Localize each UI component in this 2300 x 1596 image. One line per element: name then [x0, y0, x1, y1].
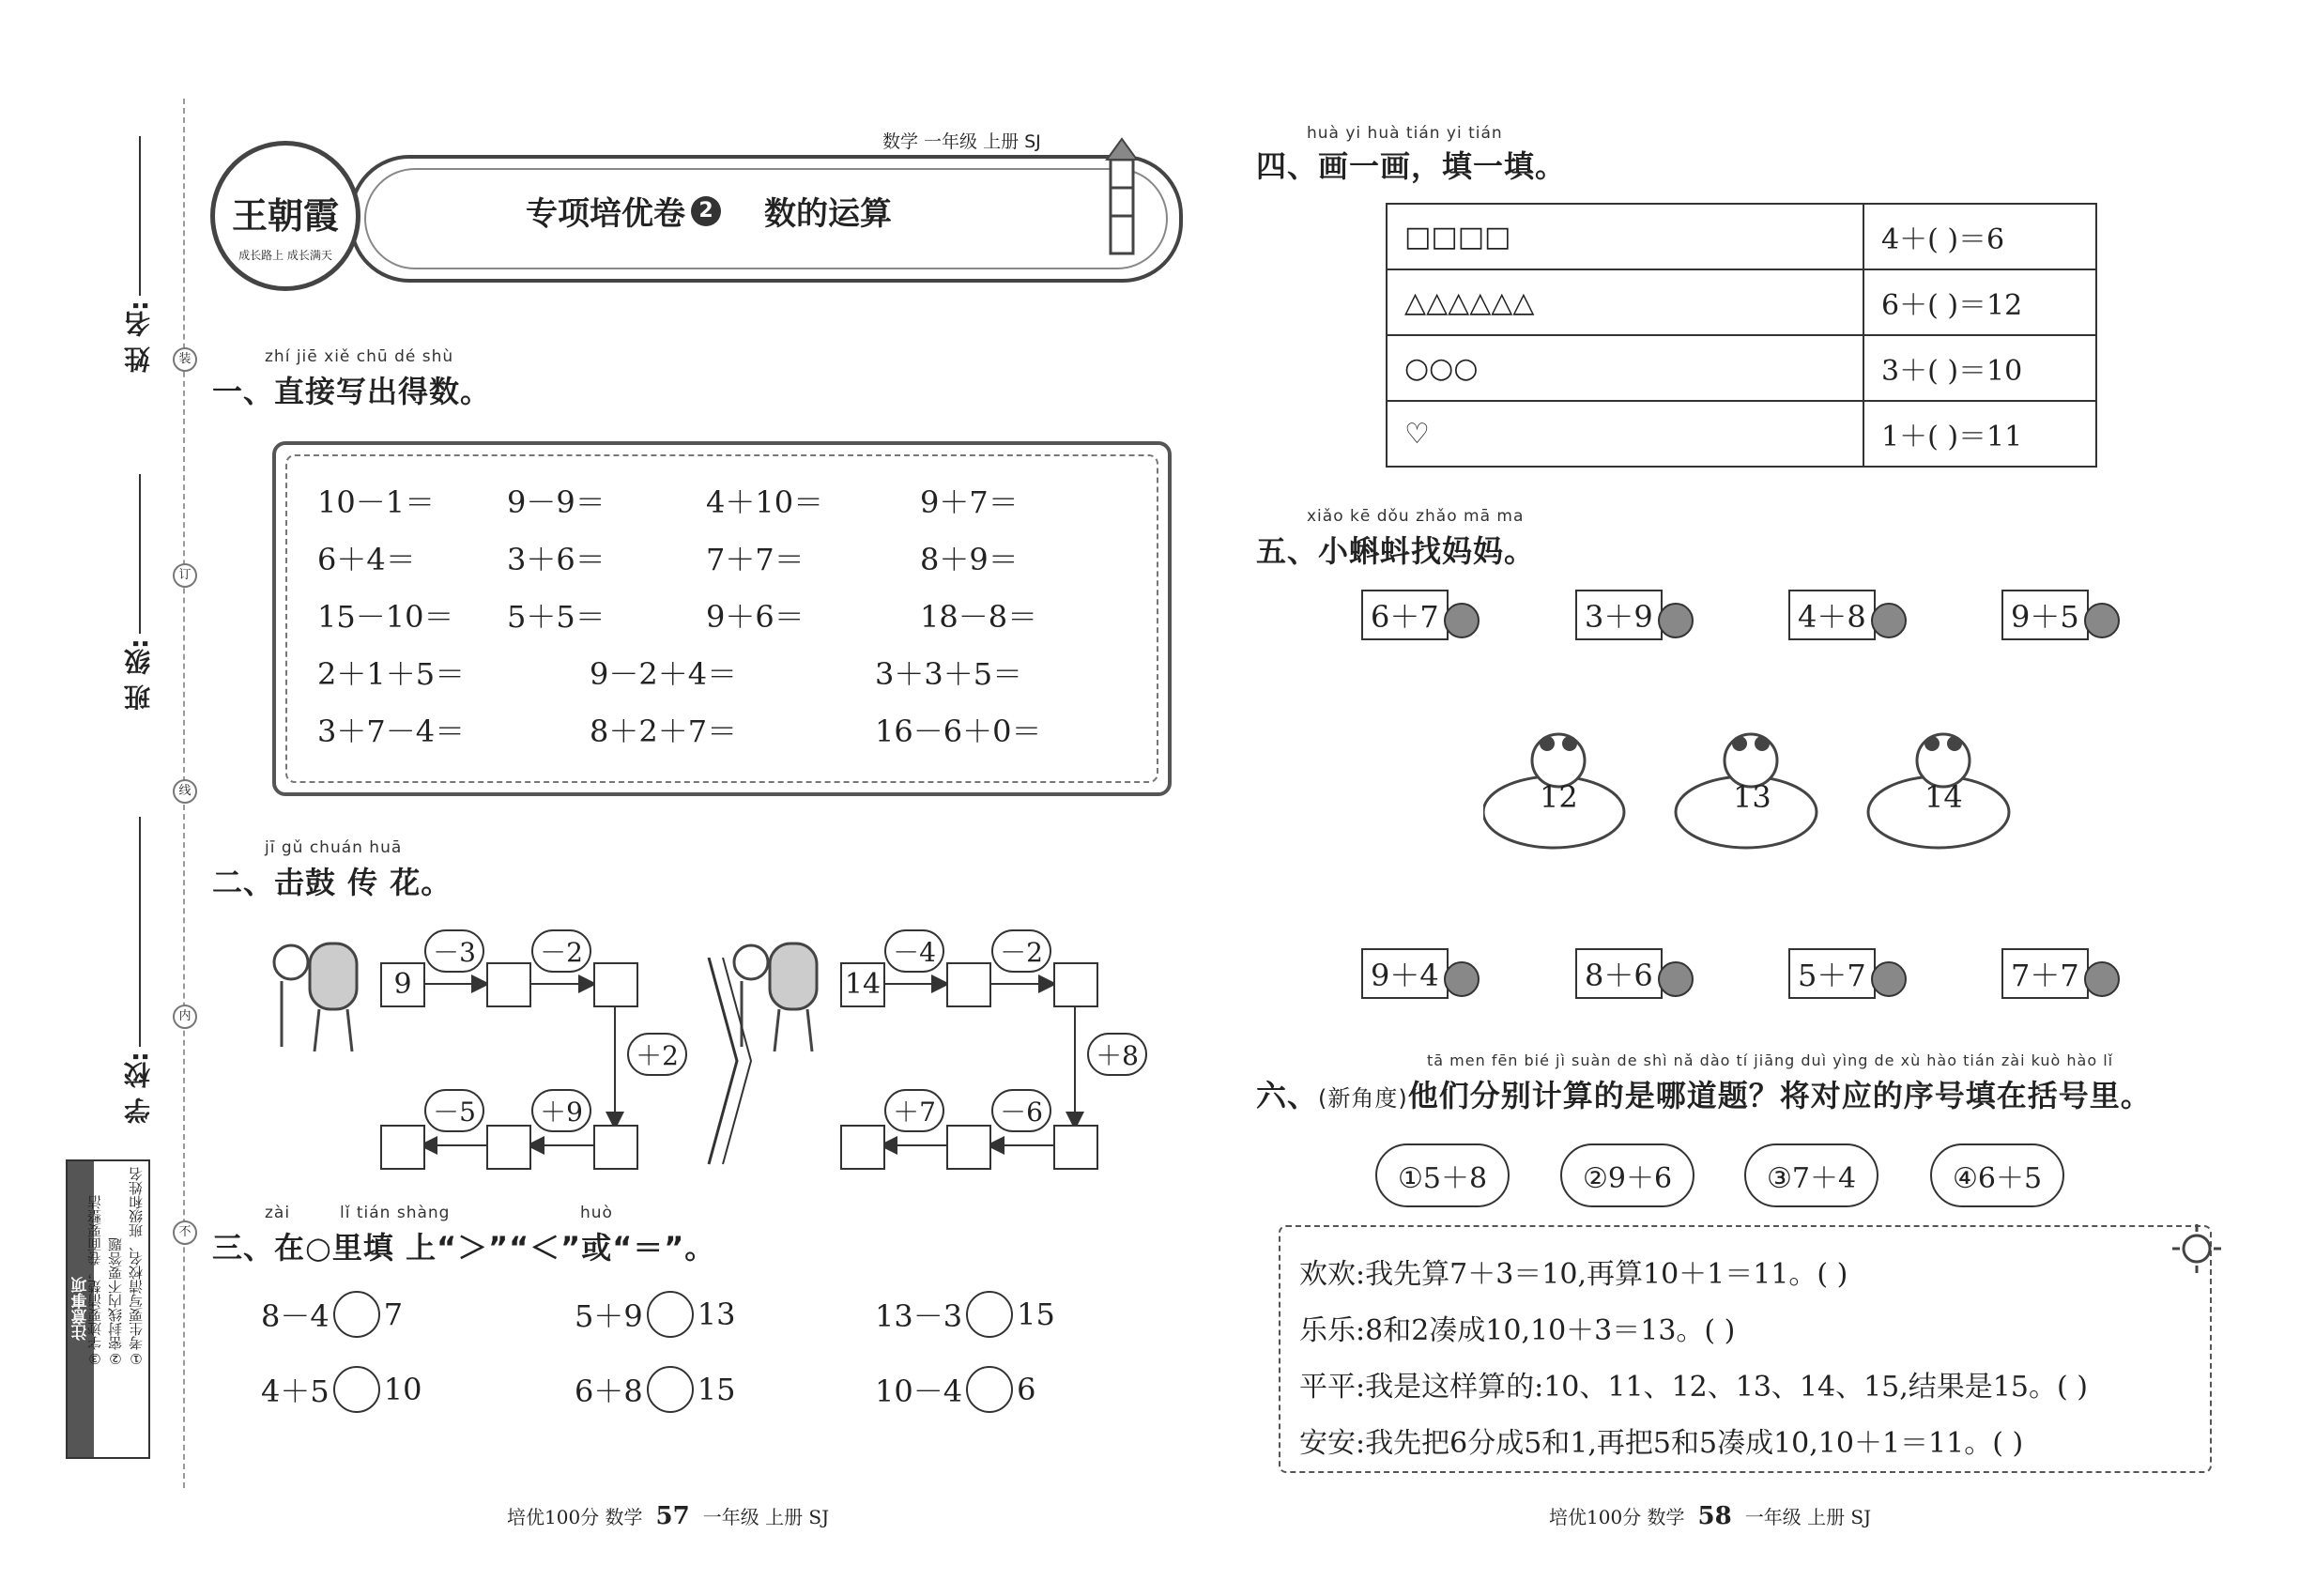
section3-pinyin: zài	[265, 1204, 291, 1222]
section3-title: 三、在○里填 上“＞”“＜”或“＝”。	[212, 1230, 716, 1266]
lighthouse-icon	[1084, 131, 1159, 263]
compare-circle[interactable]	[333, 1366, 380, 1413]
operation-cloud: －3	[424, 929, 484, 973]
notes-line: ①考生要写清校名、班级和姓名	[128, 1167, 145, 1367]
option-bubble: ④6＋5	[1930, 1143, 2064, 1207]
option-bubble: ①5＋8	[1375, 1143, 1510, 1207]
tadpole-icon	[1871, 961, 1907, 997]
page-number: 58	[1697, 1502, 1732, 1530]
tadpole-equation: 6＋7	[1361, 590, 1449, 640]
compare-right: 10	[383, 1372, 422, 1407]
frog-number: 14	[1924, 779, 1963, 815]
compare-left: 10－4	[875, 1373, 963, 1409]
operation-cloud: ＋2	[627, 1033, 687, 1076]
option-bubble: ②9＋6	[1560, 1143, 1694, 1207]
section6-text: 他们分别计算的是哪道题？将对应的序号填在括号里。	[1407, 1078, 2152, 1113]
operation-cloud: ＋9	[531, 1089, 591, 1132]
section4-title: 四、画一画，填一填。	[1256, 148, 1567, 184]
operation-cloud: －6	[991, 1089, 1051, 1132]
compare-right: 7	[383, 1297, 404, 1332]
equation: 3＋3＋5＝	[875, 656, 1023, 692]
equation: 7＋7＝	[706, 542, 805, 577]
answer-box[interactable]	[946, 1125, 991, 1170]
equation: 10－1＝	[317, 484, 436, 520]
notes-title: 注意事项	[68, 1161, 94, 1457]
story-line[interactable]: 乐乐:8和2凑成10,10＋3＝13。( )	[1299, 1314, 1736, 1347]
section3-pinyin: huò	[580, 1204, 613, 1222]
tadpole-icon	[1444, 961, 1480, 997]
operation-cloud: －4	[884, 929, 944, 973]
tadpole-equation: 7＋7	[2001, 948, 2089, 999]
section2-pinyin: jī gǔ chuán huā	[265, 838, 403, 857]
compare-right: 15	[697, 1372, 736, 1407]
compare-item	[261, 1366, 422, 1413]
answer-box[interactable]	[1053, 1125, 1098, 1170]
binding-mark: 内	[173, 1005, 197, 1029]
section6-number: 六、	[1256, 1078, 1319, 1113]
notes-line: ③字迹要清楚，卷面要整洁	[86, 1195, 103, 1367]
name-field[interactable]	[139, 136, 141, 296]
equation-cell[interactable]: 6＋( )＝12	[1863, 269, 2096, 335]
binding-mark: 订	[173, 563, 197, 588]
equation: 9－2＋4＝	[590, 656, 738, 692]
school-field[interactable]	[139, 817, 141, 1047]
compare-circle[interactable]	[647, 1291, 694, 1338]
compare-item	[575, 1366, 735, 1413]
shape-cell[interactable]: □□□□	[1387, 204, 1863, 269]
fill-table	[1386, 203, 2097, 468]
section2-title: 二、击鼓 传 花。	[212, 865, 452, 900]
tadpole-equation: 9＋5	[2001, 590, 2089, 640]
sun-icon	[2169, 1220, 2225, 1277]
compare-left: 5＋9	[575, 1298, 643, 1334]
frog-number: 13	[1733, 779, 1771, 815]
section1-title: 一、直接写出得数。	[212, 374, 492, 409]
school-label: 学 校:	[123, 1051, 154, 1124]
equation: 3＋6＝	[507, 542, 606, 577]
tadpole-equation: 8＋6	[1575, 948, 1663, 999]
answer-box[interactable]	[840, 1125, 885, 1170]
answer-box[interactable]	[946, 962, 991, 1007]
page-number: 57	[655, 1502, 690, 1530]
equation: 16－6＋0＝	[875, 714, 1042, 749]
title-number-badge: 2	[691, 196, 721, 226]
table-row	[1387, 204, 2096, 269]
compare-right: 6	[1017, 1372, 1036, 1407]
equation: 9－9＝	[507, 484, 606, 520]
equation: 8＋2＋7＝	[590, 714, 738, 749]
notes-box	[66, 1159, 150, 1459]
compare-circle[interactable]	[966, 1366, 1013, 1413]
story-line[interactable]: 安安:我先把6分成5和1,再把5和5凑成10,10＋1＝11。( )	[1299, 1427, 2024, 1460]
tadpole-icon	[2084, 603, 2120, 638]
class-label: 班 级:	[123, 638, 154, 711]
footer-suffix: 一年级 上册 SJ	[1744, 1506, 1872, 1528]
operation-cloud: －2	[991, 929, 1051, 973]
logo-text: 王朝霞	[231, 194, 339, 237]
answer-box[interactable]	[486, 1125, 531, 1170]
operation-cloud: ＋7	[884, 1089, 944, 1132]
drummer-icon	[263, 934, 366, 1056]
shape-cell[interactable]: △△△△△△	[1387, 269, 1863, 335]
compare-circle[interactable]	[647, 1366, 694, 1413]
compare-left: 4＋5	[261, 1373, 330, 1409]
compare-left: 6＋8	[575, 1373, 643, 1409]
compare-left: 8－4	[261, 1298, 330, 1334]
equation: 9＋7＝	[920, 484, 1019, 520]
tadpole-equation: 3＋9	[1575, 590, 1663, 640]
story-line[interactable]: 平平:我是这样算的:10、11、12、13、14、15,结果是15。( )	[1299, 1371, 2088, 1404]
tadpole-icon	[1444, 603, 1480, 638]
section5-title: 五、小蝌蚪找妈妈。	[1256, 533, 1536, 569]
start-box: 9	[380, 962, 425, 1007]
notes-line: ②密封线内不要答题	[107, 1237, 124, 1367]
tadpole-equation: 4＋8	[1788, 590, 1876, 640]
footer-left	[507, 1502, 829, 1530]
equation: 9＋6＝	[706, 599, 805, 635]
footer-suffix: 一年级 上册 SJ	[702, 1506, 830, 1528]
equation: 6＋4＝	[317, 542, 416, 577]
section1-pinyin: zhí jiē xiě chū dé shù	[265, 347, 454, 366]
logo	[210, 141, 360, 291]
compare-circle[interactable]	[966, 1291, 1013, 1338]
compare-item	[261, 1291, 403, 1338]
shape-cell[interactable]: ♡	[1387, 401, 1863, 467]
section6-title	[1256, 1072, 2152, 1115]
logo-subtext: 成长路上 成长满天	[238, 249, 332, 262]
new-angle-tag: (新角度)	[1318, 1085, 1408, 1112]
table-row	[1387, 335, 2096, 401]
equation: 15－10＝	[317, 599, 454, 635]
answer-box[interactable]	[1053, 962, 1098, 1007]
equation: 4＋10＝	[706, 484, 824, 520]
class-field[interactable]	[139, 474, 141, 634]
equation: 18－8＝	[920, 599, 1038, 635]
table-row	[1387, 401, 2096, 467]
story-line[interactable]: 欢欢:我先算7＋3＝10,再算10＋1＝11。( )	[1299, 1258, 1848, 1291]
answer-box[interactable]	[486, 962, 531, 1007]
footer-right	[1549, 1502, 1871, 1530]
equation-cell[interactable]: 1＋( )＝11	[1863, 401, 2096, 467]
option-bubble: ③7＋4	[1744, 1143, 1878, 1207]
tadpole-icon	[2084, 961, 2120, 997]
flow-arrows	[376, 958, 1502, 1174]
tadpole-icon	[1871, 603, 1907, 638]
equation-cell[interactable]: 3＋( )＝10	[1863, 335, 2096, 401]
section4-pinyin: huà yi huà tián yi tián	[1307, 124, 1503, 143]
frog-number: 12	[1540, 779, 1578, 815]
compare-right: 13	[697, 1297, 736, 1332]
operation-cloud: －5	[424, 1089, 484, 1132]
header-meta: 数学 一年级 上册 SJ	[882, 131, 1041, 152]
name-label: 姓 名:	[123, 300, 154, 373]
shape-cell[interactable]: ○○○	[1387, 335, 1863, 401]
page-title	[526, 188, 892, 234]
binding-mark: 线	[173, 779, 197, 804]
answer-box[interactable]	[593, 962, 638, 1007]
section5-pinyin: xiǎo kē dǒu zhǎo mā ma	[1307, 507, 1525, 526]
operation-cloud: －2	[531, 929, 591, 973]
section6-pinyin: tā men fēn bié jì suàn de shì nǎ dào tí jiāng duì yìng de xù hào tián zài kuò hào lǐ	[1427, 1051, 2114, 1069]
compare-right: 15	[1017, 1297, 1055, 1332]
section3-pinyin: lǐ tián shàng	[340, 1204, 451, 1222]
table-row	[1387, 269, 2096, 335]
answer-box[interactable]	[380, 1125, 425, 1170]
compare-item	[875, 1291, 1055, 1338]
compare-item	[875, 1366, 1035, 1413]
binding-mark: 装	[173, 347, 197, 372]
answer-box[interactable]	[593, 1125, 638, 1170]
tadpole-icon	[1658, 603, 1694, 638]
footer-prefix: 培优100分 数学	[1549, 1506, 1685, 1528]
operation-cloud: ＋8	[1087, 1033, 1147, 1076]
start-box: 14	[840, 962, 885, 1007]
compare-circle[interactable]	[333, 1291, 380, 1338]
footer-prefix: 培优100分 数学	[507, 1506, 643, 1528]
equation: 3＋7－4＝	[317, 714, 466, 749]
equation: 2＋1＋5＝	[317, 656, 466, 692]
equation-cell[interactable]: 4＋( )＝6	[1863, 204, 2096, 269]
tadpole-equation: 5＋7	[1788, 948, 1876, 999]
equation: 5＋5＝	[507, 599, 606, 635]
compare-left: 13－3	[875, 1298, 963, 1334]
compare-item	[575, 1291, 735, 1338]
tadpole-equation: 9＋4	[1361, 948, 1449, 999]
equation: 8＋9＝	[920, 542, 1019, 577]
tadpole-icon	[1658, 961, 1694, 997]
title-main: 数的运算	[764, 195, 892, 233]
binding-mark: 不	[173, 1220, 197, 1245]
title-prefix: 专项培优卷	[526, 195, 685, 233]
